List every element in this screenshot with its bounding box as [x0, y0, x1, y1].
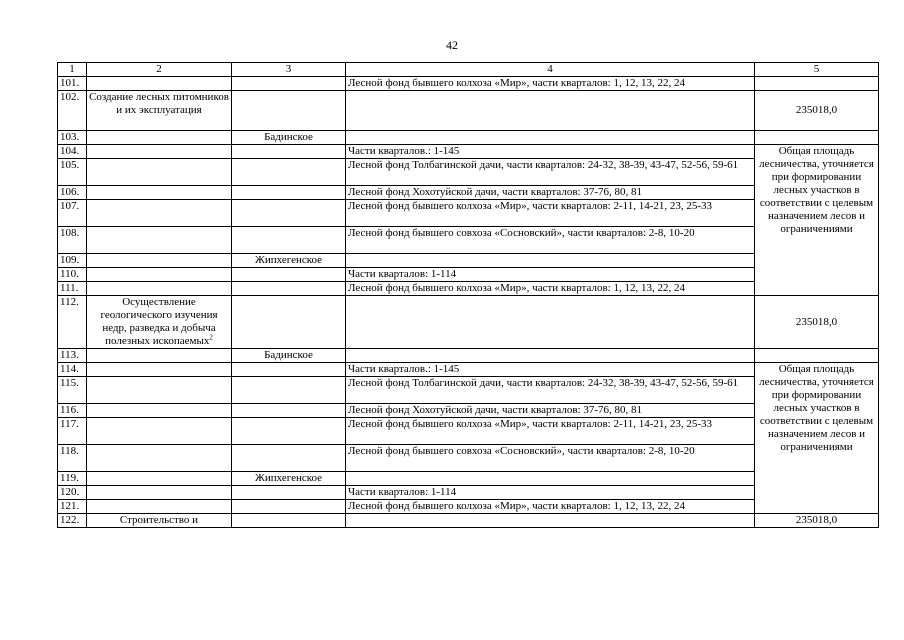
- location-cell: Лесной фонд Хохотуйской дачи, части кварталов: 37-76, 80, 81: [346, 404, 755, 418]
- district-cell: [232, 282, 346, 296]
- area-cell: [755, 349, 879, 363]
- activity-cell: [87, 472, 232, 486]
- area-cell: [755, 131, 879, 145]
- table-row: [58, 514, 879, 528]
- district-cell: [232, 418, 346, 445]
- row-number: 117.: [58, 418, 87, 445]
- district-cell: [232, 145, 346, 159]
- district-cell: [232, 159, 346, 186]
- location-cell: Лесной фонд Толбагинской дачи, части кварталов: 24-32, 38-39, 43-47, 52-56, 59-61: [346, 377, 755, 404]
- row-number: 109.: [58, 254, 87, 268]
- row-number: 114.: [58, 363, 87, 377]
- row-number: 113.: [58, 349, 87, 363]
- row-number: 122.: [58, 514, 87, 528]
- row-number: 108.: [58, 227, 87, 254]
- row-number: 119.: [58, 472, 87, 486]
- row-number: 110.: [58, 268, 87, 282]
- table-row: [58, 349, 879, 363]
- row-number: 101.: [58, 77, 87, 91]
- district-cell: Жипхегенское: [232, 472, 346, 486]
- row-number: 103.: [58, 131, 87, 145]
- location-cell: Части кварталов: 1-114: [346, 486, 755, 500]
- activity-cell: [87, 296, 232, 349]
- location-cell: Части кварталов.: 1-145: [346, 145, 755, 159]
- activity-cell: Строительство и: [87, 514, 232, 528]
- row-number: 104.: [58, 145, 87, 159]
- row-number: 118.: [58, 445, 87, 472]
- activity-cell: [87, 254, 232, 268]
- table-row: [58, 91, 879, 131]
- header-col-4: 4: [346, 63, 755, 77]
- location-cell: [346, 91, 755, 131]
- area-cell: 235018,0: [755, 91, 879, 131]
- activity-cell: [87, 363, 232, 377]
- activity-cell: Создание лесных питомников и их эксплуатация: [87, 91, 232, 131]
- location-cell: Лесной фонд Толбагинской дачи, части кварталов: 24-32, 38-39, 43-47, 52-56, 59-61: [346, 159, 755, 186]
- header-col-1: 1: [58, 63, 87, 77]
- activity-cell: [87, 131, 232, 145]
- location-cell: [346, 131, 755, 145]
- row-number: 107.: [58, 200, 87, 227]
- header-col-5: 5: [755, 63, 879, 77]
- footnote-marker: 2: [209, 333, 213, 342]
- activity-cell: [87, 145, 232, 159]
- page-number: 42: [446, 38, 458, 52]
- location-cell: Лесной фонд Хохотуйской дачи, части кварталов: 37-76, 80, 81: [346, 186, 755, 200]
- merged-note-cell: Общая площадь лесничества, уточняется при формировании лесных участков в соответствии с целевым назначением лесов и ограничениями: [755, 145, 879, 296]
- activity-cell: [87, 486, 232, 500]
- district-cell: Бадинское: [232, 131, 346, 145]
- activity-cell: [87, 377, 232, 404]
- location-cell: Лесной фонд бывшего колхоза «Мир», части кварталов: 1, 12, 13, 22, 24: [346, 282, 755, 296]
- activity-cell: [87, 282, 232, 296]
- row-number: 120.: [58, 486, 87, 500]
- table-header-row: [58, 63, 879, 77]
- district-cell: [232, 404, 346, 418]
- activity-text: Осуществление геологического изучения недр, разведка и добыча полезных ископаемых: [100, 296, 218, 347]
- location-cell: [346, 254, 755, 268]
- district-cell: [232, 227, 346, 254]
- district-cell: [232, 486, 346, 500]
- activity-cell: [87, 404, 232, 418]
- row-number: 105.: [58, 159, 87, 186]
- location-cell: [346, 472, 755, 486]
- forestry-table: [57, 62, 879, 528]
- location-cell: Лесной фонд бывшего колхоза «Мир», части кварталов: 2-11, 14-21, 23, 25-33: [346, 200, 755, 227]
- activity-cell: [87, 200, 232, 227]
- table-row: [58, 145, 879, 159]
- location-cell: Части кварталов.: 1-145: [346, 363, 755, 377]
- table-row: [58, 77, 879, 91]
- activity-cell: [87, 349, 232, 363]
- location-cell: Лесной фонд бывшего совхоза «Сосновский», части кварталов: 2-8, 10-20: [346, 445, 755, 472]
- activity-cell: [87, 77, 232, 91]
- district-cell: [232, 514, 346, 528]
- district-cell: [232, 296, 346, 349]
- header-col-3: 3: [232, 63, 346, 77]
- row-number: 106.: [58, 186, 87, 200]
- row-number: 115.: [58, 377, 87, 404]
- row-number: 102.: [58, 91, 87, 131]
- district-cell: [232, 186, 346, 200]
- table-row: [58, 363, 879, 377]
- location-cell: [346, 296, 755, 349]
- district-cell: [232, 377, 346, 404]
- table-row: [58, 131, 879, 145]
- area-cell: [755, 77, 879, 91]
- row-number: 116.: [58, 404, 87, 418]
- activity-cell: [87, 445, 232, 472]
- district-cell: [232, 77, 346, 91]
- district-cell: [232, 363, 346, 377]
- location-cell: Лесной фонд бывшего колхоза «Мир», части кварталов: 2-11, 14-21, 23, 25-33: [346, 418, 755, 445]
- location-cell: [346, 514, 755, 528]
- activity-cell: [87, 159, 232, 186]
- area-cell: 235018,0: [755, 296, 879, 349]
- header-col-2: 2: [87, 63, 232, 77]
- row-number: 111.: [58, 282, 87, 296]
- activity-cell: [87, 268, 232, 282]
- activity-cell: [87, 227, 232, 254]
- table-row: [58, 296, 879, 349]
- district-cell: [232, 200, 346, 227]
- district-cell: [232, 91, 346, 131]
- merged-note-cell: Общая площадь лесничества, уточняется при формировании лесных участков в соответствии с целевым назначением лесов и ограничениями: [755, 363, 879, 514]
- location-cell: Лесной фонд бывшего колхоза «Мир», части кварталов: 1, 12, 13, 22, 24: [346, 77, 755, 91]
- district-cell: [232, 445, 346, 472]
- row-number: 112.: [58, 296, 87, 349]
- row-number: 121.: [58, 500, 87, 514]
- location-cell: Лесной фонд бывшего колхоза «Мир», части кварталов: 1, 12, 13, 22, 24: [346, 500, 755, 514]
- location-cell: Лесной фонд бывшего совхоза «Сосновский», части кварталов: 2-8, 10-20: [346, 227, 755, 254]
- district-cell: Бадинское: [232, 349, 346, 363]
- location-cell: [346, 349, 755, 363]
- district-cell: Жипхегенское: [232, 254, 346, 268]
- activity-cell: [87, 186, 232, 200]
- activity-cell: [87, 500, 232, 514]
- district-cell: [232, 500, 346, 514]
- location-cell: Части кварталов: 1-114: [346, 268, 755, 282]
- district-cell: [232, 268, 346, 282]
- area-cell: 235018,0: [755, 514, 879, 528]
- activity-cell: [87, 418, 232, 445]
